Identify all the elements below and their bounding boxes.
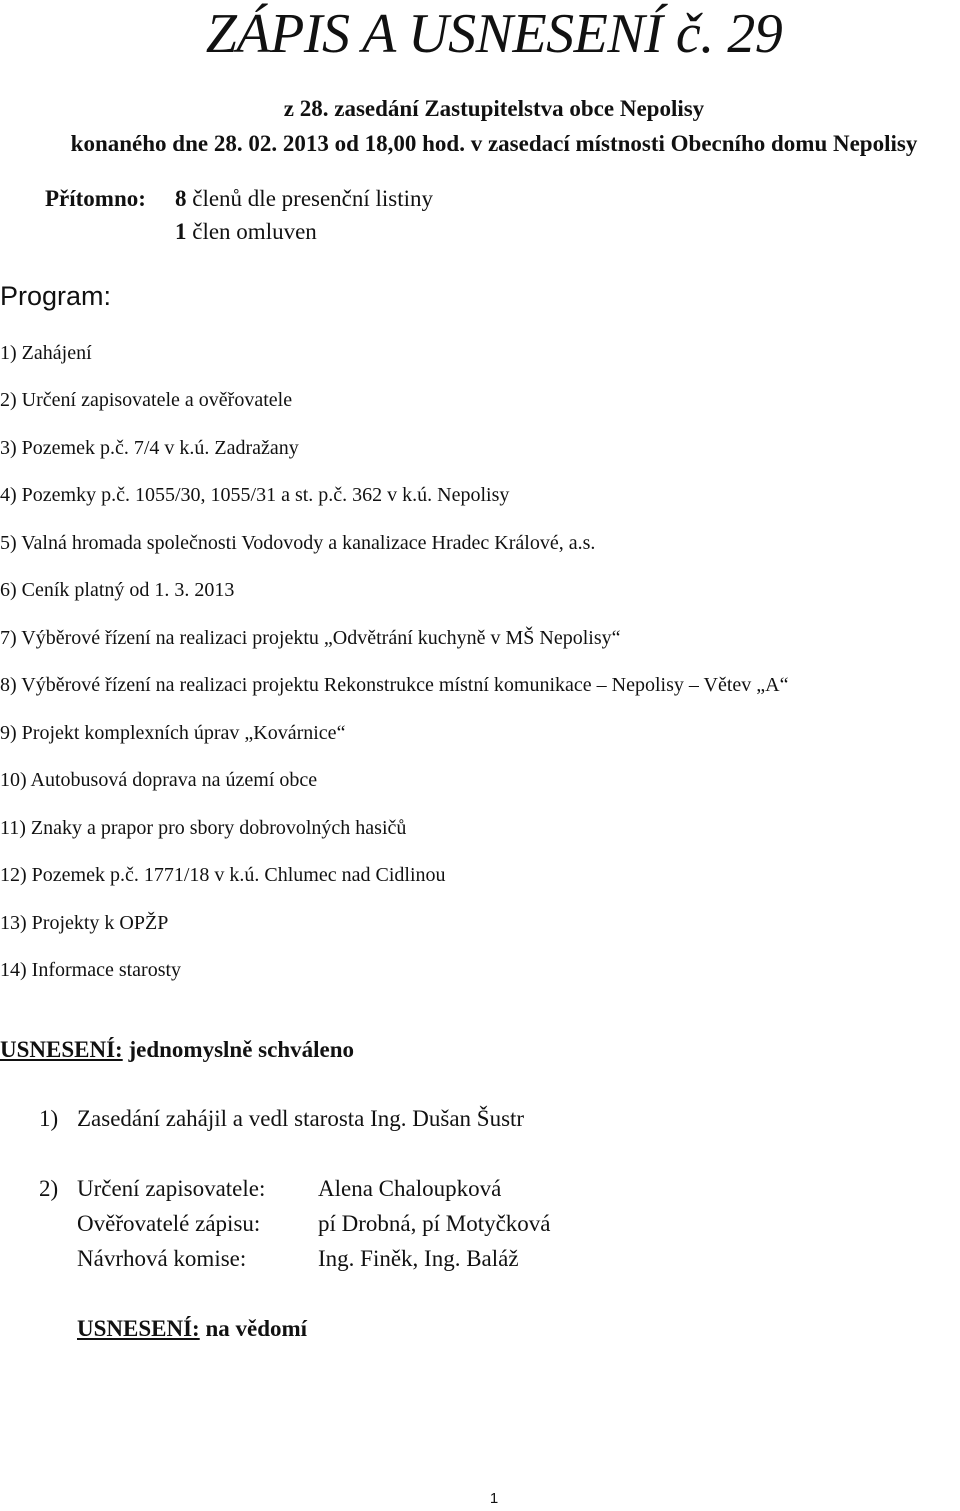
role-value: Ing. Finěk, Ing. Baláž bbox=[318, 1246, 519, 1271]
document-subtitle: z 28. zasedání Zastupitelstva obce Nepolisy bbox=[283, 96, 705, 121]
resolution-text: jednomyslně schváleno bbox=[128, 1037, 355, 1062]
meeting-details: konaného dne 28. 02. 2013 od 18,00 hod. v zasedací místnosti Obecního domu Nepolisy bbox=[70, 131, 918, 156]
page-number: 1 bbox=[489, 1490, 499, 1507]
resolution-text: na vědomí bbox=[205, 1316, 308, 1341]
item-number: 2) bbox=[39, 1176, 59, 1201]
agenda-item: 1) Zahájení bbox=[0, 342, 92, 364]
attendance-present-count: 8 bbox=[175, 186, 187, 211]
agenda-item: 12) Pozemek p.č. 1771/18 v k.ú. Chlumec nad Cidlinou bbox=[0, 864, 446, 886]
attendance-excused bbox=[175, 218, 317, 246]
document-title: ZÁPIS A USNESENÍ č. 29 bbox=[205, 3, 783, 65]
role-label: Ověřovatelé zápisu: bbox=[77, 1211, 261, 1236]
resolution-label: USNESENÍ: bbox=[77, 1316, 200, 1341]
role-label: Návrhová komise: bbox=[77, 1246, 247, 1271]
resolution-heading bbox=[0, 1036, 354, 1064]
agenda-item: 5) Valná hromada společnosti Vodovody a kanalizace Hradec Králové, a.s. bbox=[0, 532, 596, 554]
agenda-item: 6) Ceník platný od 1. 3. 2013 bbox=[0, 579, 235, 601]
attendance-excused-text: člen omluven bbox=[192, 219, 317, 244]
agenda-item: 2) Určení zapisovatele a ověřovatele bbox=[0, 389, 293, 411]
item-number: 1) bbox=[39, 1106, 59, 1131]
agenda-item: 13) Projekty k OPŽP bbox=[0, 912, 169, 934]
resolution-label: USNESENÍ: bbox=[0, 1037, 123, 1062]
agenda-item: 10) Autobusová doprava na území obce bbox=[0, 769, 318, 791]
role-value: Alena Chaloupková bbox=[318, 1176, 502, 1201]
agenda-item: 3) Pozemek p.č. 7/4 v k.ú. Zadražany bbox=[0, 437, 299, 459]
agenda-item: 11) Znaky a prapor pro sbory dobrovolných hasičů bbox=[0, 817, 407, 839]
item-text: Zasedání zahájil a vedl starosta Ing. Dušan Šustr bbox=[77, 1106, 525, 1131]
attendance-label: Přítomno: bbox=[45, 186, 146, 211]
attendance-excused-count: 1 bbox=[175, 219, 187, 244]
agenda-item: 9) Projekt komplexních úprav „Kovárnice“ bbox=[0, 722, 346, 744]
role-label: Určení zapisovatele: bbox=[77, 1176, 266, 1201]
agenda-item: 4) Pozemky p.č. 1055/30, 1055/31 a st. p.č. 362 v k.ú. Nepolisy bbox=[0, 484, 510, 506]
attendance-present-text: členů dle presenční listiny bbox=[192, 186, 434, 211]
agenda-item: 7) Výběrové řízení na realizaci projektu „Odvětrání kuchyně v MŠ Nepolisy“ bbox=[0, 627, 621, 649]
attendance-present bbox=[175, 185, 433, 213]
role-value: pí Drobná, pí Motyčková bbox=[318, 1211, 551, 1236]
program-heading: Program: bbox=[0, 281, 112, 311]
agenda-item: 8) Výběrové řízení na realizaci projektu Rekonstrukce místní komunikace – Nepolisy – Větev „A“ bbox=[0, 674, 789, 696]
resolution-heading bbox=[77, 1315, 307, 1343]
agenda-item: 14) Informace starosty bbox=[0, 959, 182, 981]
